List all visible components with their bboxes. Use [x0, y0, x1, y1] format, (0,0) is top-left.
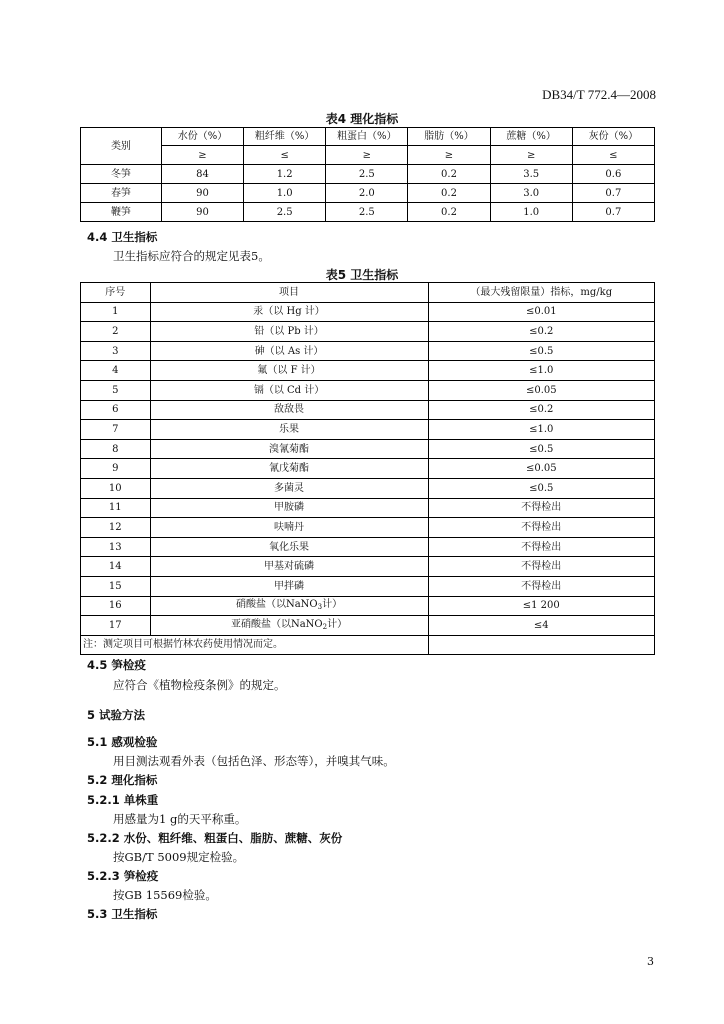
table4-header-op: ≥ [326, 146, 408, 165]
table5-no-cell: 13 [81, 537, 151, 557]
table4-header-op: ≤ [244, 146, 326, 165]
table5-no-cell: 10 [81, 478, 151, 498]
table4-cell: 0.7 [572, 184, 654, 203]
table4-cell: 2.5 [326, 165, 408, 184]
item-subscript: 3 [317, 603, 323, 612]
table4-header: 粗纤维（%） [244, 128, 326, 146]
table5-limit-cell: 不得检出 [428, 576, 654, 596]
table5-no-cell: 4 [81, 361, 151, 381]
table4-cell: 0.2 [408, 203, 490, 222]
table5-item-cell: 甲胺磷 [150, 498, 428, 518]
item-text: 计） [327, 619, 348, 631]
table5-no-cell: 5 [81, 380, 151, 400]
table-row [81, 537, 655, 557]
table4-header-op: ≥ [161, 146, 243, 165]
table-row [81, 322, 655, 342]
table5-no-cell: 7 [81, 420, 151, 440]
table5-item-cell: 甲基对硫磷 [150, 557, 428, 577]
table4-header: 粗蛋白（%） [326, 128, 408, 146]
table4-cell: 3.5 [490, 165, 572, 184]
section-title: 5.1 感观检验 [87, 735, 158, 749]
table-row [81, 184, 655, 203]
table5-caption: 表5 卫生指标 [325, 268, 399, 282]
table5-item-cell [150, 596, 428, 616]
section-text: 用目测法观看外表（包括色泽、形态等），并嗅其气味。 [113, 754, 395, 768]
table4-header: 水份（%） [161, 128, 243, 146]
table4-header-op: ≥ [408, 146, 490, 165]
table5-item-cell: 多菌灵 [150, 478, 428, 498]
section-text: 应符合《植物检疫条例》的规定。 [113, 678, 286, 692]
table4-cell: 2.5 [244, 203, 326, 222]
section-title: 5 试验方法 [87, 708, 146, 722]
section-4-4-title: 4.4 卫生指标 [87, 230, 158, 244]
table5-no-cell: 9 [81, 459, 151, 479]
table5-note-empty-cell [428, 635, 654, 655]
section-4-4-text: 卫生指标应符合的规定见表5。 [113, 249, 270, 263]
section-text: 按GB 15569检验。 [113, 888, 217, 902]
table5-limit-cell: 不得检出 [428, 557, 654, 577]
table5-item-cell: 呋喃丹 [150, 518, 428, 538]
table-row [81, 165, 655, 184]
table4-cell: 0.2 [408, 165, 490, 184]
table5-no-cell: 14 [81, 557, 151, 577]
section-title: 4.5 笋检疫 [87, 658, 146, 672]
table4-cell: 84 [161, 165, 243, 184]
table5-no-cell: 2 [81, 322, 151, 342]
table-row [81, 616, 655, 636]
table5-no-cell: 3 [81, 341, 151, 361]
table5-item-cell: 砷（以 As 计） [150, 341, 428, 361]
table5-no-cell: 1 [81, 302, 151, 322]
table5-no-cell: 11 [81, 498, 151, 518]
table5-item-cell: 氟（以 F 计） [150, 361, 428, 381]
table4-header: 脂肪（%） [408, 128, 490, 146]
table5-no-cell: 15 [81, 576, 151, 596]
document-number: DB34/T 772.4—2008 [542, 87, 656, 102]
table5-item-cell: 汞（以 Hg 计） [150, 302, 428, 322]
table-row [81, 498, 655, 518]
table5-limit-cell: 不得检出 [428, 537, 654, 557]
table5-item-cell [150, 616, 428, 636]
table-row [81, 439, 655, 459]
table-row [81, 576, 655, 596]
table-row [81, 302, 655, 322]
table5-item-cell: 铅（以 Pb 计） [150, 322, 428, 342]
table5-no-cell: 17 [81, 616, 151, 636]
table4-cell: 1.0 [244, 184, 326, 203]
table5-limit-cell: ≤0.2 [428, 322, 654, 342]
table5-limit-cell: ≤0.5 [428, 341, 654, 361]
table4-physicochemical [80, 127, 655, 222]
table-row [81, 459, 655, 479]
table-row [81, 596, 655, 616]
table5-limit-cell: ≤0.01 [428, 302, 654, 322]
table5-limit-cell: 不得检出 [428, 498, 654, 518]
table-row [81, 400, 655, 420]
table5-header-cell: 项目 [150, 283, 428, 303]
table4-cell: 90 [161, 203, 243, 222]
table5-limit-cell: ≤0.5 [428, 478, 654, 498]
table5-hygiene [80, 282, 655, 655]
table4-header-op: ≤ [572, 146, 654, 165]
table-row [81, 380, 655, 400]
item-subscript: 2 [322, 623, 328, 632]
table5-item-cell: 镉（以 Cd 计） [150, 380, 428, 400]
table4-row-name: 春笋 [81, 184, 162, 203]
table5-limit-cell: 不得检出 [428, 518, 654, 538]
table5-item-cell: 乐果 [150, 420, 428, 440]
table5-limit-cell: ≤0.2 [428, 400, 654, 420]
table-row [81, 361, 655, 381]
item-text: 亚硝酸盐（以NaNO [230, 619, 323, 631]
section-title: 5.3 卫生指标 [87, 907, 158, 921]
table5-no-cell: 8 [81, 439, 151, 459]
table5-limit-cell: ≤0.05 [428, 459, 654, 479]
table-row [81, 420, 655, 440]
table4-row-name: 鞭笋 [81, 203, 162, 222]
table5-limit-cell: ≤0.5 [428, 439, 654, 459]
table5-item-cell: 甲拌磷 [150, 576, 428, 596]
table5-no-cell: 12 [81, 518, 151, 538]
table5-note-row [81, 635, 655, 655]
table5-item-cell: 氧化乐果 [150, 537, 428, 557]
table-row [81, 518, 655, 538]
page-number: 3 [647, 955, 654, 968]
table4-cell: 1.0 [490, 203, 572, 222]
table4-header-op: ≥ [490, 146, 572, 165]
table4-header: 蔗糖（%） [490, 128, 572, 146]
section-title: 5.2.1 单株重 [87, 793, 159, 807]
table-row [81, 557, 655, 577]
table4-cell: 1.2 [244, 165, 326, 184]
table4-cell: 2.0 [326, 184, 408, 203]
table5-limit-cell: ≤1.0 [428, 420, 654, 440]
table-row [81, 341, 655, 361]
table4-cell: 0.6 [572, 165, 654, 184]
table4-header: 灰份（%） [572, 128, 654, 146]
table4-cell: 2.5 [326, 203, 408, 222]
table5-item-cell: 氰戊菊酯 [150, 459, 428, 479]
section-text: 按GB/T 5009规定检验。 [113, 850, 245, 864]
table4-caption: 表4 理化指标 [325, 112, 399, 126]
table5-header-row [81, 283, 655, 303]
table4-cell: 0.2 [408, 184, 490, 203]
table5-limit-cell: ≤0.05 [428, 380, 654, 400]
section-title: 5.2.2 水份、粗纤维、粗蛋白、脂肪、蔗糖、灰份 [87, 831, 343, 845]
item-text: 计） [322, 599, 343, 611]
table5-item-cell: 敌敌畏 [150, 400, 428, 420]
table4-cell: 0.7 [572, 203, 654, 222]
table5-header-cell: 序号 [81, 283, 151, 303]
table4-cell: 3.0 [490, 184, 572, 203]
item-text: 硝酸盐（以NaNO [235, 599, 318, 611]
table4-cell: 90 [161, 184, 243, 203]
table4-category-header: 类别 [81, 128, 162, 165]
table5-limit-cell: ≤4 [428, 616, 654, 636]
section-text: 用感量为1 g的天平称重。 [113, 812, 247, 826]
table5-limit-cell: ≤1 200 [428, 596, 654, 616]
section-title: 5.2.3 笋检疫 [87, 869, 159, 883]
table5-limit-cell: ≤1.0 [428, 361, 654, 381]
table4-row-name: 冬笋 [81, 165, 162, 184]
table-row [81, 203, 655, 222]
table5-item-cell: 溴氰菊酯 [150, 439, 428, 459]
table-row [81, 478, 655, 498]
table5-note: 注：测定项目可根据竹林农药使用情况而定。 [81, 635, 429, 655]
table5-no-cell: 6 [81, 400, 151, 420]
table5-header-cell: （最大残留限量）指标，mg/kg [428, 283, 654, 303]
table5-no-cell: 16 [81, 596, 151, 616]
section-title: 5.2 理化指标 [87, 773, 158, 787]
